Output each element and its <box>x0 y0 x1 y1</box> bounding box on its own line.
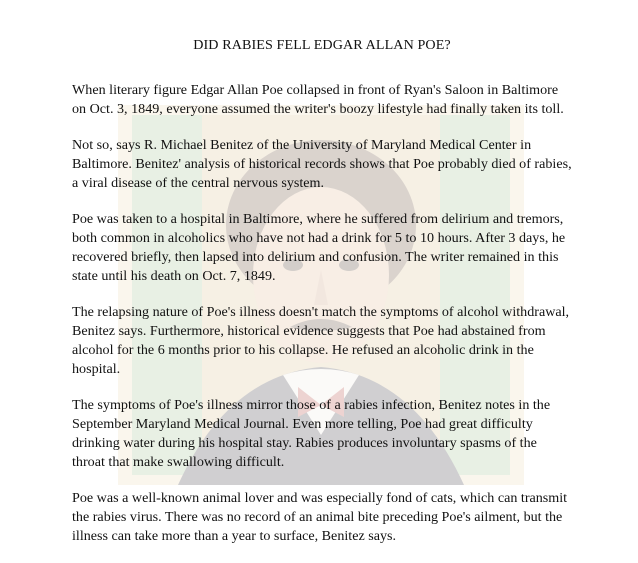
paragraph-2: Not so, says R. Michael Benitez of the University of Maryland Medical Center in Baltimore. Benitez' analysis of historical records shows that Poe probably died of rabies, a viral disease of the central nervous system. <box>72 137 572 191</box>
paragraph-4: The relapsing nature of Poe's illness doesn't match the symptoms of alcohol withdrawal, Benitez says. Furthermore, historical evidence suggests that Poe had abstained from alcohol for the 6 months prior to his collapse. He refused an alcoholic drink in the hospital. <box>72 304 570 377</box>
paragraph-3: Poe was taken to a hospital in Baltimore, where he suffered from delirium and tremors, both common in alcoholics who have not had a drink for 5 to 10 hours. After 3 days, he recovered briefly, then lapsed into delirium and confusion. The writer remained in this state until his death on Oct. 7, 1849. <box>72 211 566 284</box>
article-title: DID RABIES FELL EDGAR ALLAN POE? <box>193 37 451 53</box>
paragraph-1: When literary figure Edgar Allan Poe collapsed in front of Ryan's Saloon in Baltimore on Oct. 3, 1849, everyone assumed the writer's boozy lifestyle had finally taken its toll. <box>72 82 564 117</box>
paragraph-6: Poe was a well-known animal lover and was especially fond of cats, which can transmit the rabies virus. There was no record of an animal bite preceding Poe's ailment, but the illness can take more than a year to surface, Benitez says. <box>72 490 568 544</box>
paragraph-5: The symptoms of Poe's illness mirror those of a rabies infection, Benitez notes in the September Maryland Medical Journal. Even more telling, Poe had great difficulty drinking water during his hospital stay. Rabies produces involuntary spasms of the throat that make swallowing difficult. <box>72 397 551 470</box>
article <box>72 36 572 563</box>
